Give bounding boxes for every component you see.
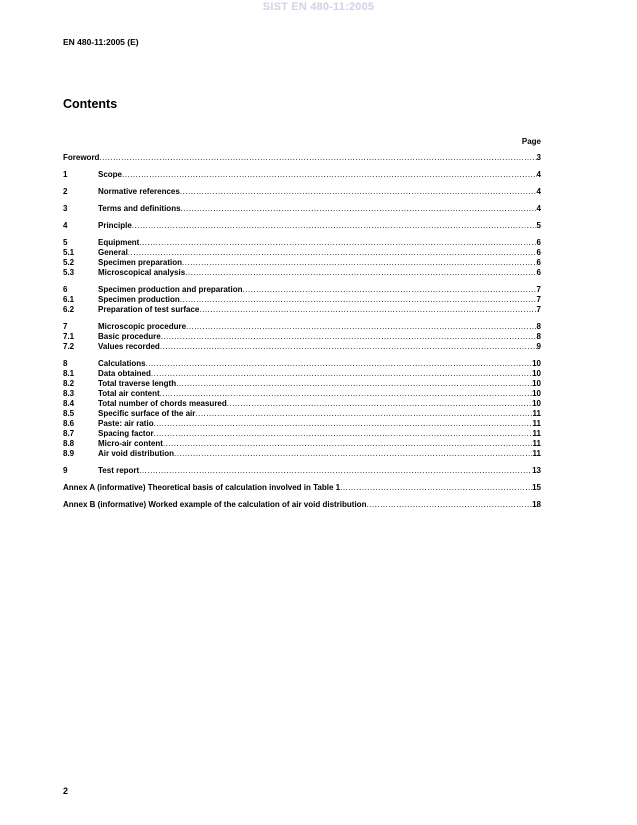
toc-entry-title: Preparation of test surface	[98, 305, 200, 314]
toc-entry-number: 8.8	[63, 439, 75, 448]
toc-entry-title: Annex B (informative) Worked example of the calculation of air void distribution	[63, 500, 367, 509]
toc-entry-number: 5	[63, 238, 68, 247]
toc-entry[interactable]	[63, 237, 541, 248]
toc-entry-page: 4	[536, 170, 541, 179]
toc-entry[interactable]	[63, 449, 541, 459]
toc-entry[interactable]	[63, 342, 541, 352]
dot-leader	[227, 399, 532, 409]
toc-entry[interactable]	[63, 305, 541, 315]
toc-entry-title: Specimen preparation	[98, 258, 183, 267]
toc-entry-page: 11	[532, 449, 541, 458]
toc-entry-title: General	[98, 248, 128, 257]
toc-entry-title: Foreword	[63, 153, 100, 162]
toc-entry-page: 9	[536, 342, 541, 351]
toc-entry-title: Values recorded	[98, 342, 160, 351]
toc-entry-number: 6	[63, 285, 68, 294]
toc-entry-page: 6	[536, 268, 541, 277]
dot-leader	[132, 220, 537, 231]
toc-entry-number: 7.2	[63, 342, 75, 351]
dot-leader	[154, 429, 533, 439]
toc-entry-number: 7	[63, 322, 68, 331]
toc-entry[interactable]	[63, 203, 541, 214]
toc-entry-number: 3	[63, 204, 68, 213]
dot-leader	[160, 389, 532, 399]
toc-entry[interactable]	[63, 369, 541, 379]
toc-entry-page: 4	[536, 204, 541, 213]
toc-entry-number: 8	[63, 359, 68, 368]
toc-entry-page: 6	[536, 258, 541, 267]
toc-entry-number: 8.1	[63, 369, 75, 378]
toc-entry-title: Test report	[98, 466, 140, 475]
dot-leader	[122, 169, 537, 180]
dot-leader	[181, 203, 537, 214]
toc-entry-number: 8.9	[63, 449, 75, 458]
toc-entry-page: 11	[532, 409, 541, 418]
toc-entry[interactable]	[63, 284, 541, 295]
dot-leader	[340, 482, 532, 493]
toc-entry-number: 4	[63, 221, 68, 230]
toc-entry-title: Specimen production	[98, 295, 180, 304]
toc-entry-number: 5.2	[63, 258, 75, 267]
toc-entry-title: Paste: air ratio	[98, 419, 154, 428]
dot-leader	[146, 358, 533, 369]
toc-entry[interactable]	[63, 248, 541, 258]
table-of-contents	[63, 152, 541, 510]
toc-entry[interactable]	[63, 379, 541, 389]
toc-entry-title: Specific surface of the air	[98, 409, 196, 418]
toc-entry-number: 8.4	[63, 399, 75, 408]
toc-entry[interactable]	[63, 389, 541, 399]
dot-leader	[199, 305, 536, 315]
toc-entry-number: 7.1	[63, 332, 75, 341]
toc-entry[interactable]	[63, 220, 541, 231]
dot-leader	[176, 379, 532, 389]
dot-leader	[151, 369, 532, 379]
toc-entry-page: 15	[532, 483, 541, 492]
toc-entry[interactable]	[63, 295, 541, 305]
toc-entry-page: 18	[532, 500, 541, 509]
toc-entry-number: 6.1	[63, 295, 75, 304]
toc-entry-number: 8.7	[63, 429, 75, 438]
toc-entry[interactable]	[63, 332, 541, 342]
dot-leader	[160, 342, 537, 352]
toc-entry[interactable]	[63, 439, 541, 449]
toc-entry-title: Equipment	[98, 238, 140, 247]
dot-leader	[161, 332, 537, 342]
page-column-label: Page	[521, 137, 541, 146]
toc-entry-page: 10	[532, 399, 541, 408]
toc-entry[interactable]	[63, 429, 541, 439]
toc-entry-page: 8	[536, 322, 541, 331]
toc-entry[interactable]	[63, 499, 541, 510]
dot-leader	[154, 419, 533, 429]
toc-entry-page: 8	[536, 332, 541, 341]
toc-entry-number: 8.3	[63, 389, 75, 398]
toc-entry-page: 6	[536, 238, 541, 247]
toc-entry[interactable]	[63, 186, 541, 197]
toc-entry-page: 7	[536, 305, 541, 314]
contents-heading: Contents	[63, 97, 118, 111]
toc-entry-page: 11	[532, 419, 541, 428]
document-id: EN 480-11:2005 (E)	[63, 37, 139, 47]
toc-entry-number: 8.6	[63, 419, 75, 428]
toc-entry-title: Scope	[98, 170, 123, 179]
toc-entry-title: Micro-air content	[98, 439, 163, 448]
toc-entry-page: 10	[532, 369, 541, 378]
toc-entry-page: 13	[532, 466, 541, 475]
toc-entry[interactable]	[63, 152, 541, 163]
dot-leader	[180, 295, 537, 305]
toc-entry-number: 5.1	[63, 248, 75, 257]
toc-entry-title: Basic procedure	[98, 332, 161, 341]
toc-entry-page: 11	[532, 439, 541, 448]
toc-entry-number: 5.3	[63, 268, 75, 277]
dot-leader	[139, 465, 532, 476]
toc-entry-page: 3	[536, 153, 541, 162]
toc-entry[interactable]	[63, 419, 541, 429]
dot-leader	[366, 499, 532, 510]
toc-entry[interactable]	[63, 465, 541, 476]
toc-entry-number: 9	[63, 466, 68, 475]
dot-leader	[182, 258, 537, 268]
toc-entry[interactable]	[63, 399, 541, 409]
toc-entry-title: Principle	[98, 221, 132, 230]
toc-entry-page: 11	[532, 429, 541, 438]
dot-leader	[186, 321, 537, 332]
toc-entry-number: 6.2	[63, 305, 75, 314]
toc-entry[interactable]	[63, 409, 541, 419]
dot-leader	[180, 186, 537, 197]
toc-entry-title: Specimen production and preparation	[98, 285, 243, 294]
dot-leader	[174, 449, 533, 459]
toc-entry[interactable]	[63, 258, 541, 268]
toc-entry[interactable]	[63, 169, 541, 180]
dot-leader	[128, 248, 537, 258]
toc-entry-title: Calculations	[98, 359, 146, 368]
toc-entry-title: Air void distribution	[98, 449, 174, 458]
toc-entry-page: 5	[536, 221, 541, 230]
toc-entry-title: Data obtained	[98, 369, 151, 378]
toc-entry-number: 8.2	[63, 379, 75, 388]
toc-entry[interactable]	[63, 482, 541, 493]
watermark: SIST EN 480-11:2005	[262, 1, 375, 13]
toc-entry-title: Microscopic procedure	[98, 322, 187, 331]
toc-entry-title: Microscopical analysis	[98, 268, 186, 277]
toc-entry-title: Total number of chords measured	[98, 399, 227, 408]
toc-entry-title: Normative references	[98, 187, 180, 196]
toc-entry-number: 8.5	[63, 409, 75, 418]
toc-entry-page: 10	[532, 359, 541, 368]
toc-entry-number: 1	[63, 170, 68, 179]
toc-entry[interactable]	[63, 268, 541, 278]
toc-entry-title: Terms and definitions	[98, 204, 181, 213]
dot-leader	[242, 284, 536, 295]
toc-entry-title: Total traverse length	[98, 379, 177, 388]
dot-leader	[163, 439, 533, 449]
toc-entry-page: 10	[532, 389, 541, 398]
toc-entry-title: Spacing factor	[98, 429, 154, 438]
dot-leader	[195, 409, 532, 419]
toc-entry-page: 7	[536, 295, 541, 304]
dot-leader	[185, 268, 536, 278]
toc-entry-title: Annex A (informative) Theoretical basis of calculation involved in Table 1	[63, 483, 341, 492]
toc-entry[interactable]	[63, 321, 541, 332]
toc-entry-page: 4	[536, 187, 541, 196]
toc-entry-number: 2	[63, 187, 68, 196]
toc-entry-page: 7	[536, 285, 541, 294]
page-number: 2	[63, 786, 69, 796]
toc-entry[interactable]	[63, 358, 541, 369]
toc-entry-page: 10	[532, 379, 541, 388]
toc-entry-page: 6	[536, 248, 541, 257]
dot-leader	[139, 237, 536, 248]
dot-leader	[99, 152, 536, 163]
toc-entry-title: Total air content	[98, 389, 160, 398]
